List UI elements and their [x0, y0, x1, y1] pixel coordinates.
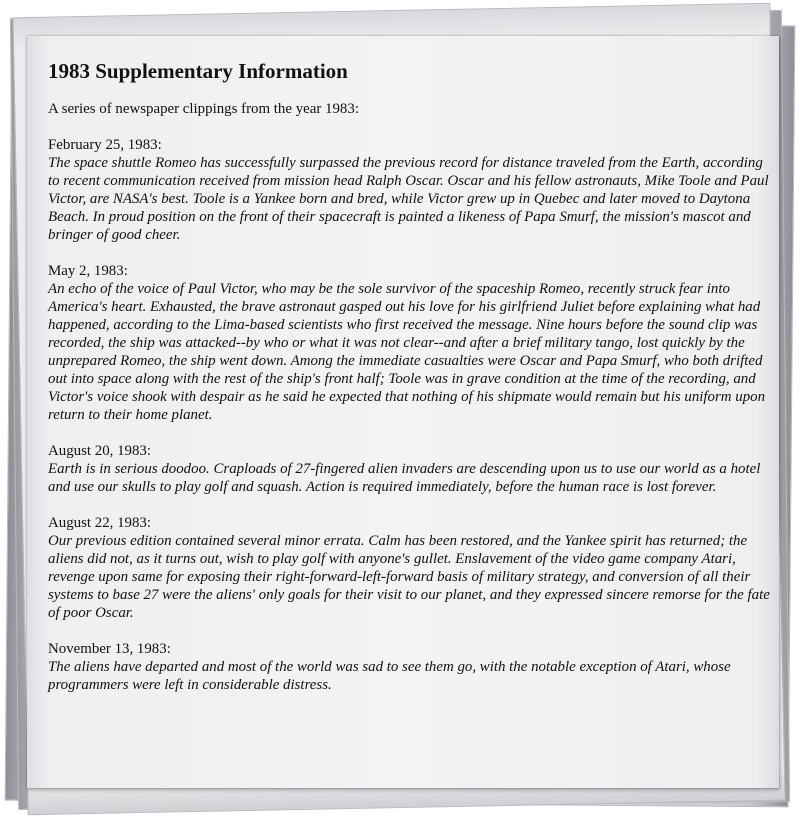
document-title: 1983 Supplementary Information: [48, 59, 348, 83]
clipping-entry: [48, 442, 770, 496]
clipping-date: August 22, 1983:: [48, 515, 151, 531]
clipping-text: An echo of the voice of Paul Victor, who may be the sole survivor of the spaceship Romeo, recently struck fear into America's heart. Exhausted, the brave astronaut gasped out his love for his girlfriend Juliet before explaining what had happened, according to the Lima-based scientists who first received the message. Nine hours before the sound clip was recorded, the ship was attacked--by who or what it was not clear--and after a brief military tango, lost quickly by the unprepared Romeo, the ship went down. Among the immediate casualties were Oscar and Papa Smurf, who both drifted out into space along with the rest of the ship's front half; Toole was in grave condition at the time of the recording, and Victor's voice shook with despair as he said he expected that nothing of his shipmate would remain but his uniform upon return to their home planet.: [48, 281, 766, 423]
clipping-text: Earth is in serious doodoo. Craploads of 27-fingered alien invaders are descending upon us to use our world as a hotel and use our skulls to play golf and squash. Action is required immediately, before the human race is lost forever.: [48, 461, 761, 495]
clipping-text: The aliens have departed and most of the world was sad to see them go, with the notable exception of Atari, whose programmers were left in considerable distress.: [48, 659, 731, 693]
clipping-date: February 25, 1983:: [48, 137, 162, 153]
clipping-text: Our previous edition contained several minor errata. Calm has been restored, and the Yankee spirit has returned; the aliens did not, as it turns out, wish to play golf with anyone's gullet. Enslavement of the video game company Atari, revenge upon same for exposing their right-forward-left-forward basis of military strategy, and conversion of all their systems to base 27 were the aliens' only goals for their visit to our planet, and they expressed sincere remorse for the fate of poor Oscar.: [48, 533, 770, 621]
clipping-date: May 2, 1983:: [48, 263, 128, 279]
clipping-entry: [48, 514, 770, 622]
clipping-text: The space shuttle Romeo has successfully surpassed the previous record for distance traveled from the Earth, according to recent communication received from mission head Ralph Oscar. Oscar and his fellow astronauts, Mike Toole and Paul Victor, are NASA's best. Toole is a Yankee born and bred, while Victor grew up in Quebec and later moved to Daytona Beach. In proud position on the front of their spacecraft is painted a likeness of Papa Smurf, the mission's mascot and bringer of good cheer.: [48, 155, 769, 243]
clipping-date: August 20, 1983:: [48, 443, 151, 459]
clipping-entry: [48, 262, 770, 424]
clipping-entry: [48, 136, 770, 244]
document-body: [48, 58, 770, 712]
clipping-entry: [48, 640, 770, 694]
document-intro: A series of newspaper clippings from the year 1983:: [48, 101, 359, 117]
clipping-date: November 13, 1983:: [48, 641, 171, 657]
